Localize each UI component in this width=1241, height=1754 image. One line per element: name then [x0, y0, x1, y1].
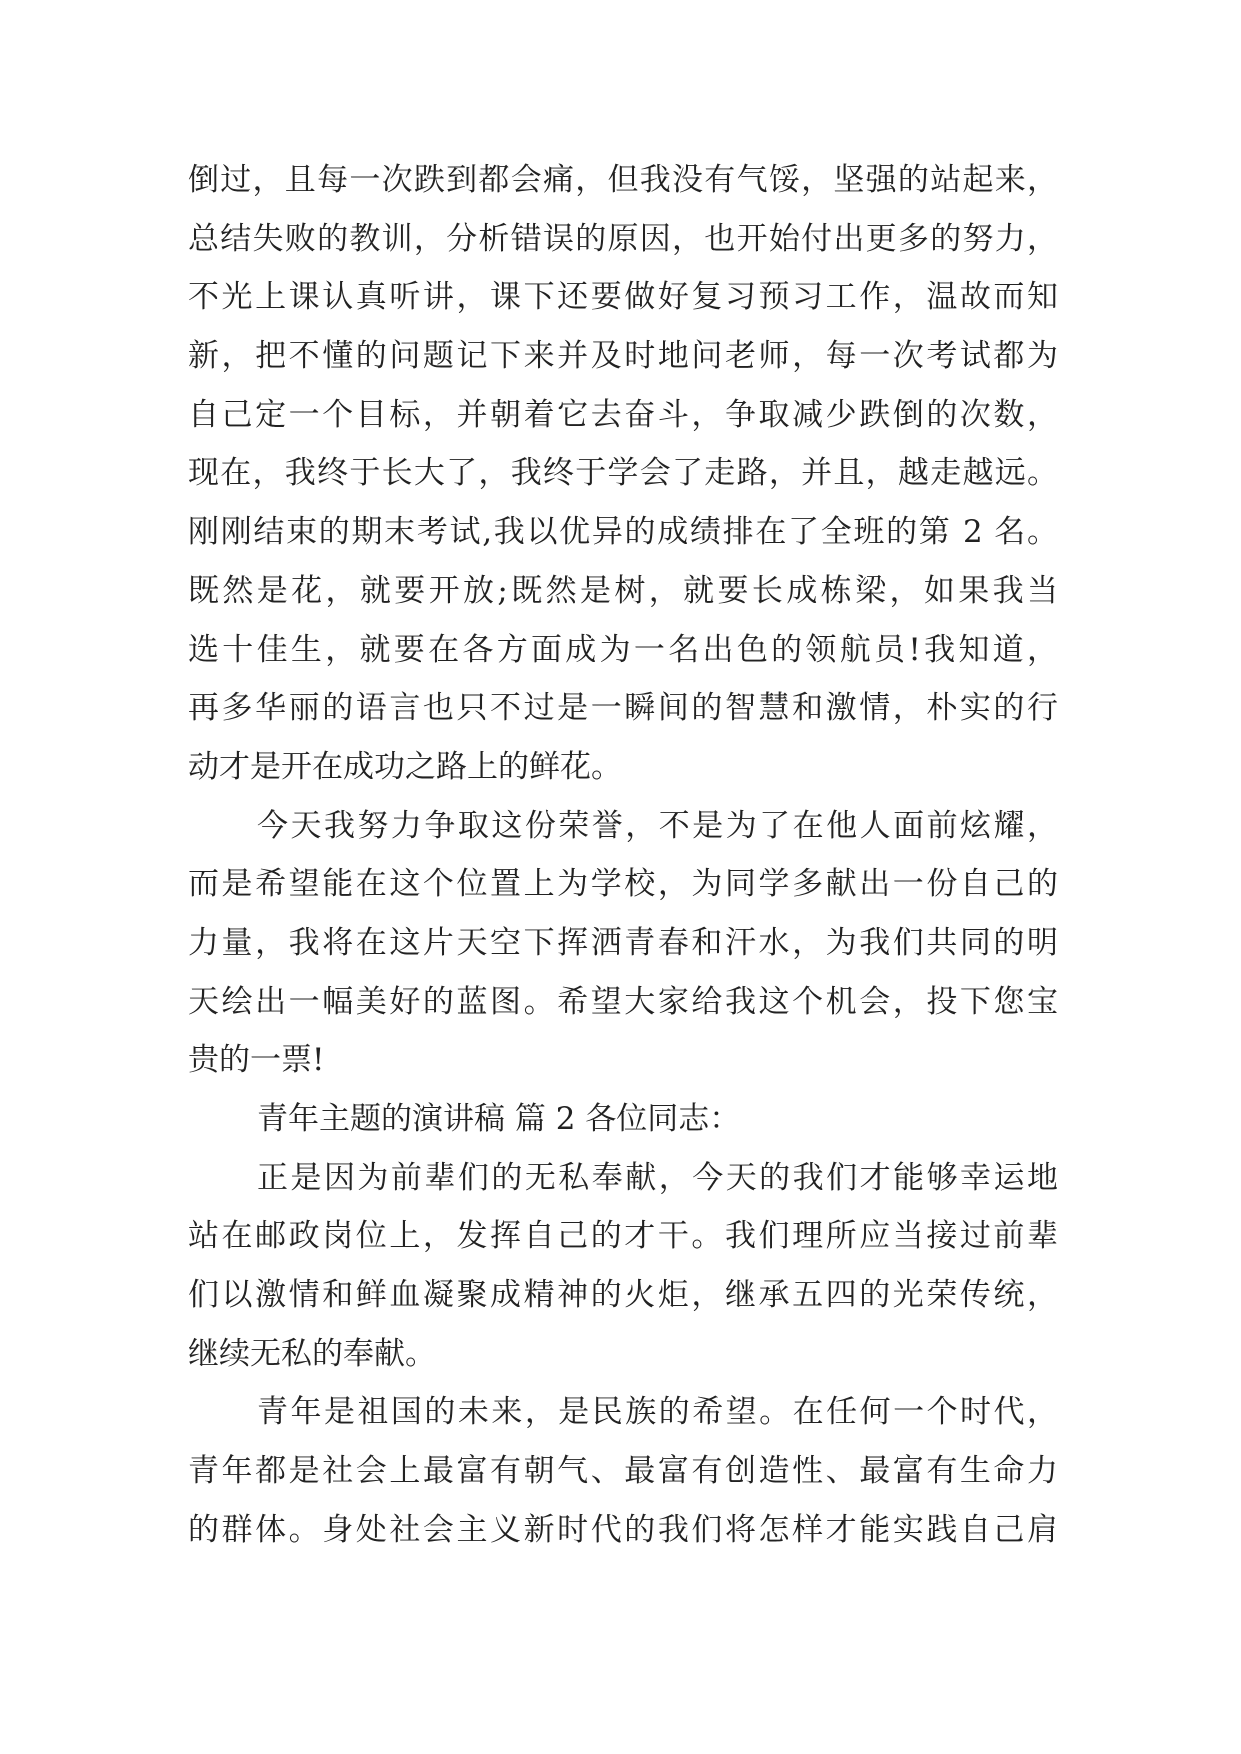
text-line: 力量，我将在这片天空下挥洒青春和汗水，为我们共同的明: [188, 924, 1058, 961]
text-line: 选十佳生，就要在各方面成为一名出色的领航员!我知道，: [188, 631, 1058, 668]
text-line: 总结失败的教训，分析错误的原因，也开始付出更多的努力，: [188, 220, 1058, 257]
text-line: 现在，我终于长大了，我终于学会了走路，并且，越走越远。: [188, 455, 1058, 492]
text-line: 不光上课认真听讲，课下还要做好复习预习工作，温故而知: [188, 279, 1058, 316]
text-line: 自己定一个目标，并朝着它去奋斗，争取减少跌倒的次数，: [188, 396, 1058, 433]
text-line: 贵的一票!: [188, 1042, 325, 1079]
text-line: 正是因为前辈们的无私奉献，今天的我们才能够幸运地: [257, 1159, 1058, 1196]
text-line: 青年都是社会上最富有朝气、最富有创造性、最富有生命力: [188, 1453, 1058, 1490]
text-line: 的群体。身处社会主义新时代的我们将怎样才能实践自己肩: [188, 1511, 1058, 1548]
document-body: [188, 160, 1058, 1569]
text-line: 动才是开在成功之路上的鲜花。: [188, 748, 622, 785]
text-line: 今天我努力争取这份荣誉，不是为了在他人面前炫耀，: [257, 807, 1058, 844]
section-heading: 青年主题的演讲稿 篇 2 各位同志：: [257, 1101, 741, 1137]
text-line: 天绘出一幅美好的蓝图。希望大家给我这个机会，投下您宝: [188, 983, 1058, 1020]
text-line: 再多华丽的语言也只不过是一瞬间的智慧和激情，朴实的行: [188, 690, 1058, 727]
text-line: 继续无私的奉献。: [188, 1335, 436, 1372]
text-line: 刚刚结束的期末考试,我以优异的成绩排在了全班的第 2 名。: [188, 514, 1058, 551]
text-line: 们以激情和鲜血凝聚成精神的火炬，继承五四的光荣传统，: [188, 1277, 1058, 1314]
text-line: 既然是花，就要开放;既然是树，就要长成栋梁，如果我当: [188, 572, 1058, 609]
text-line: 而是希望能在这个位置上为学校，为同学多献出一份自己的: [188, 866, 1058, 903]
text-line: 倒过，且每一次跌到都会痛，但我没有气馁，坚强的站起来，: [188, 162, 1058, 198]
text-line: 青年是祖国的未来，是民族的希望。在任何一个时代，: [257, 1394, 1058, 1431]
text-line: 站在邮政岗位上，发挥自己的才干。我们理所应当接过前辈: [188, 1218, 1058, 1255]
text-line: 新，把不懂的问题记下来并及时地问老师，每一次考试都为: [188, 338, 1058, 375]
